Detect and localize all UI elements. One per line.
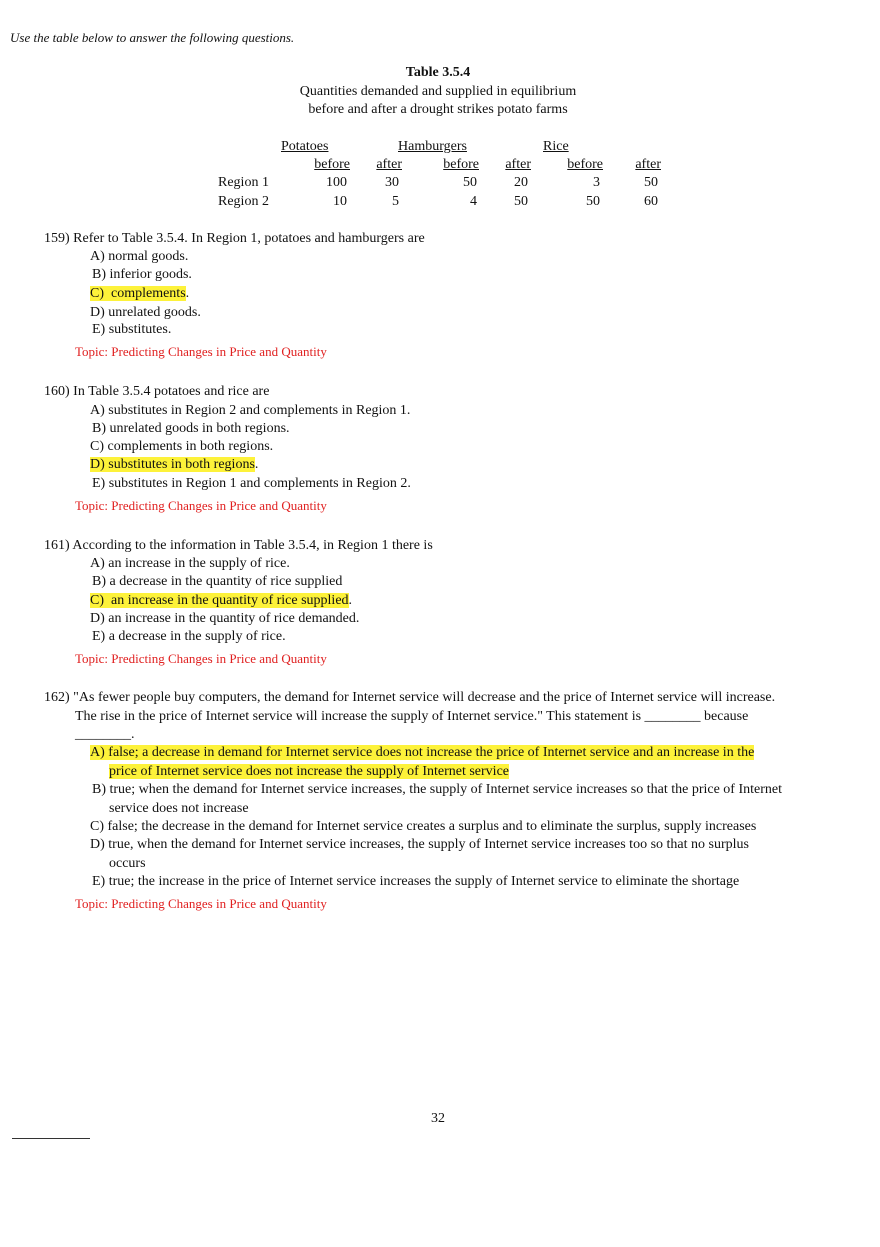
option: C) complements in both regions.: [90, 439, 274, 454]
option: A) normal goods.: [90, 249, 189, 264]
col-header: after: [635, 157, 661, 172]
option-correct: A) false; a decrease in demand for Internet service does not increase the price of Internet service and an increase in the: [90, 745, 755, 760]
col-header: after: [505, 157, 531, 172]
option-correct: C) complements.: [90, 286, 190, 301]
option: B) true; when the demand for Internet service increases, the supply of Internet service increases so that the price of Internet: [92, 782, 782, 797]
instructions: Use the table below to answer the following questions.: [10, 30, 295, 45]
question-number: 159): [44, 231, 70, 246]
question-162: [44, 690, 775, 706]
option: E) substitutes in Region 1 and complements in Region 2.: [92, 476, 411, 491]
question-stem-continued: ________.: [75, 727, 135, 742]
col-header: before: [443, 157, 479, 172]
option: D) an increase in the quantity of rice demanded.: [90, 611, 360, 626]
topic-label: Topic: Predicting Changes in Price and Quantity: [75, 344, 327, 359]
group-header-rice: Rice: [543, 139, 569, 154]
option: E) a decrease in the supply of rice.: [92, 629, 286, 644]
row-label: Region 1: [218, 175, 269, 190]
table-cell: 100: [326, 175, 347, 190]
footnote-rule: [12, 1138, 90, 1139]
table-cell: 50: [644, 175, 658, 190]
question-number: 162): [44, 690, 70, 705]
table-cell: 50: [514, 194, 528, 209]
option: D) unrelated goods.: [90, 305, 201, 320]
topic-label: Topic: Predicting Changes in Price and Quantity: [75, 896, 327, 911]
option: A) substitutes in Region 2 and complements in Region 1.: [90, 403, 411, 418]
option: A) an increase in the supply of rice.: [90, 556, 290, 571]
table-subtitle-1: Quantities demanded and supplied in equilibrium: [299, 84, 577, 99]
option-continued: price of Internet service does not increase the supply of Internet service: [109, 764, 509, 779]
page-number: 32: [431, 1111, 445, 1126]
table-cell: 30: [385, 175, 399, 190]
question-number: 161): [44, 538, 70, 553]
col-header: after: [376, 157, 402, 172]
question-number: 160): [44, 384, 70, 399]
table-cell: 50: [586, 194, 600, 209]
table-subtitle-2: before and after a drought strikes potato farms: [308, 102, 568, 117]
option: D) true, when the demand for Internet service increases, the supply of Internet service increases too so that no surplus: [90, 837, 749, 852]
option: E) true; the increase in the price of Internet service increases the supply of Internet service to eliminate the shortage: [92, 874, 740, 889]
group-header-hamburgers: Hamburgers: [398, 139, 467, 154]
question-stem: Refer to Table 3.5.4. In Region 1, potatoes and hamburgers are: [73, 231, 425, 246]
group-header-potatoes: Potatoes: [281, 139, 329, 154]
option: B) a decrease in the quantity of rice supplied: [92, 574, 343, 589]
question-161: [44, 538, 433, 554]
col-header: before: [567, 157, 603, 172]
table-cell: 3: [593, 175, 600, 190]
option-continued: occurs: [109, 856, 146, 871]
row-label: Region 2: [218, 194, 269, 209]
option-continued: service does not increase: [109, 801, 249, 816]
col-header: before: [314, 157, 350, 172]
question-stem: "As fewer people buy computers, the demand for Internet service will decrease and the price of Internet service will increase.: [73, 690, 776, 705]
table-cell: 60: [644, 194, 658, 209]
question-160: [44, 384, 269, 400]
question-stem: According to the information in Table 3.5.4, in Region 1 there is: [72, 538, 433, 553]
option-correct: D) substitutes in both regions.: [90, 457, 259, 472]
table-cell: 20: [514, 175, 528, 190]
option: C) false; the decrease in the demand for Internet service creates a surplus and to eliminate the surplus, supply increases: [90, 819, 757, 834]
table-cell: 10: [333, 194, 347, 209]
option: E) substitutes.: [92, 322, 172, 337]
question-stem: In Table 3.5.4 potatoes and rice are: [73, 384, 270, 399]
table-cell: 5: [392, 194, 399, 209]
table-cell: 50: [463, 175, 477, 190]
option: B) inferior goods.: [92, 267, 192, 282]
topic-label: Topic: Predicting Changes in Price and Quantity: [75, 651, 327, 666]
topic-label: Topic: Predicting Changes in Price and Quantity: [75, 498, 327, 513]
table-title: Table 3.5.4: [405, 65, 471, 80]
question-stem-continued: The rise in the price of Internet service will increase the supply of Internet service." This statement is ________ because: [75, 709, 749, 724]
question-159: [44, 231, 425, 247]
option: B) unrelated goods in both regions.: [92, 421, 290, 436]
option-correct: C) an increase in the quantity of rice supplied.: [90, 593, 353, 608]
table-cell: 4: [470, 194, 477, 209]
